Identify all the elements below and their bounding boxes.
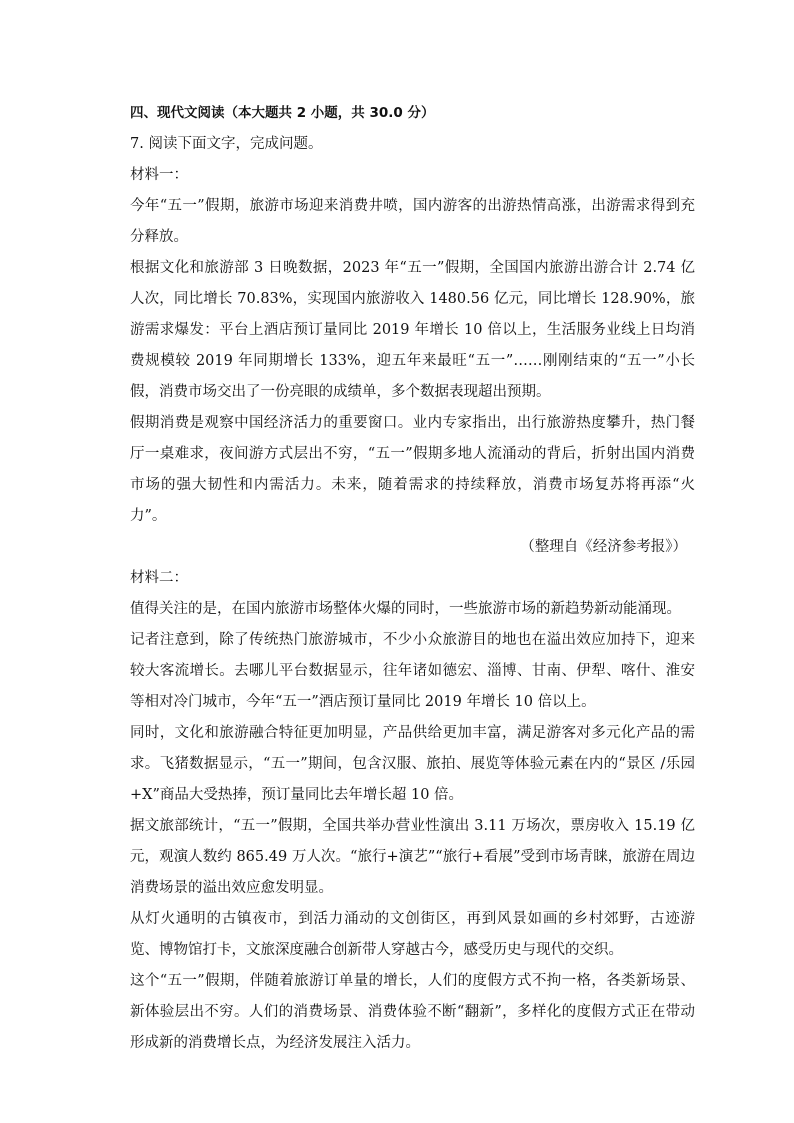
material-two-paragraph: 这个“五一”假期，伴随着旅游订单量的增长，人们的度假方式不拘一格，各类新场景、新体验层出不穷。人们的消费场景、消费体验不断“翻新”，多样化的度假方式正在带动形成新的消费增长点，为经济发展注入活力。 <box>130 973 695 1051</box>
material-two-paragraph: 值得关注的是，在国内旅游市场整体火爆的同时，一些旅游市场的新趋势新动能涌现。 <box>130 601 681 617</box>
material-two-label: 材料二： <box>130 570 188 586</box>
section-heading: 四、现代文阅读（本大题共 2 小题，共 30.0 分） <box>130 105 435 121</box>
reading-section <box>130 98 695 1059</box>
material-one-paragraph: 今年“五一”假期，旅游市场迎来消费井喷，国内游客的出游热情高涨，出游需求得到充分释放。 <box>130 198 695 245</box>
material-one-paragraph: 假期消费是观察中国经济活力的重要窗口。业内专家指出，出行旅游热度攀升，热门餐厅一桌难求，夜间游方式层出不穷，“五一”假期多地人流涌动的背后，折射出国内消费市场的强大韧性和内需活力。未来，随着需求的持续释放，消费市场复苏将再添“火力”。 <box>130 415 695 524</box>
question-prompt: 7. 阅读下面文字，完成问题。 <box>130 136 323 152</box>
material-two-paragraph: 从灯火通明的古镇夜市，到活力涌动的文创街区，再到风景如画的乡村郊野，古迹游览、博物馆打卡，文旅深度融合创新带人穿越古今，感受历史与现代的交织。 <box>130 911 695 958</box>
material-two-paragraph: 同时，文化和旅游融合特征更加明显，产品供给更加丰富，满足游客对多元化产品的需求。飞猪数据显示，“五一”期间，包含汉服、旅拍、展览等体验元素在内的“景区 /乐园+X”商品大受热捧，预订量同比去年增长超 10 倍。 <box>130 725 695 803</box>
material-two-paragraph: 记者注意到，除了传统热门旅游城市，不少小众旅游目的地也在溢出效应加持下，迎来较大客流增长。去哪儿平台数据显示，往年诸如德宏、淄博、甘南、伊犁、喀什、淮安等相对冷门城市，今年“五一”酒店预订量同比 2019 年增长 10 倍以上。 <box>130 632 695 710</box>
material-one-paragraph: 根据文化和旅游部 3 日晚数据，2023 年“五一”假期，全国国内旅游出游合计 2.74 亿人次，同比增长 70.83%，实现国内旅游收入 1480.56 亿元，同比增长 128.90%，旅游需求爆发：平台上酒店预订量同比 2019 年增长 10 倍以上，生活服务业线上日均消费规模较 2019 年同期增长 133%，迎五年来最旺“五一”……刚刚结束的“五一”小长假，消费市场交出了一份亮眼的成绩单，多个数据表现超出预期。 <box>130 260 695 400</box>
material-one-source: （整理自《经济参考报》） <box>520 539 687 555</box>
material-two-paragraph: 据文旅部统计，“五一”假期，全国共举办营业性演出 3.11 万场次，票房收入 15.19 亿元，观演人数约 865.49 万人次。“旅行+演艺”“旅行+看展”受到市场青睐，旅游在周边消费场景的溢出效应愈发明显。 <box>130 818 695 896</box>
material-one-label: 材料一： <box>130 167 188 183</box>
